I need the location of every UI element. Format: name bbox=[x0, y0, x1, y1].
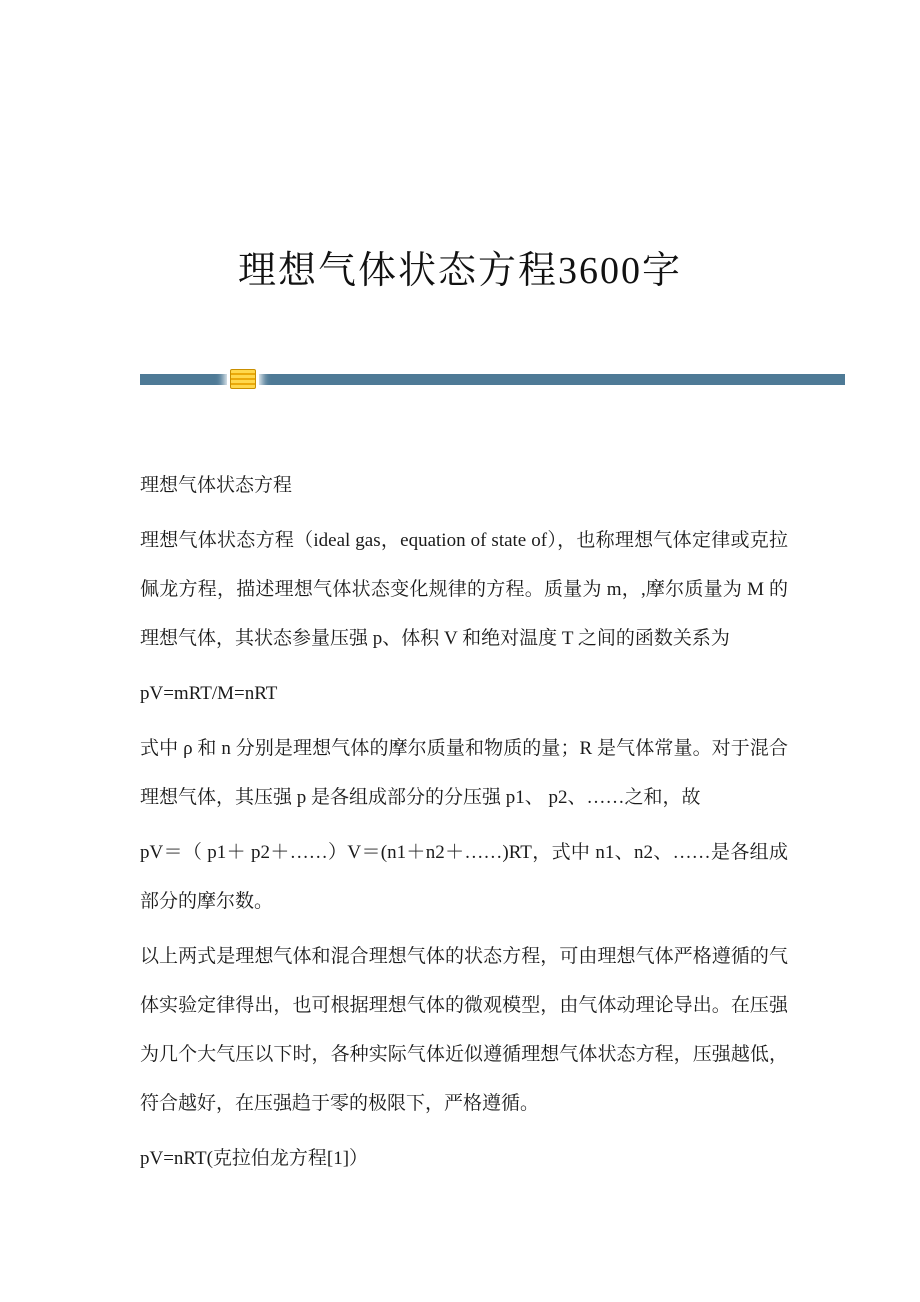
paragraph-definition: 理想气体状态方程（ideal gas，equation of state of），也称理想气体定律或克拉佩龙方程，描述理想气体状态变化规律的方程。质量为 m，,摩尔质量为 M 的理想气体，其状态参量压强 p、体积 V 和绝对温度 T 之间的函数关系为 bbox=[140, 530, 788, 649]
envelope-icon bbox=[230, 369, 256, 389]
formula-line: pV=mRT/M=nRT bbox=[140, 683, 278, 704]
document-title: 理想气体状态方程3600字 bbox=[237, 250, 682, 293]
paragraph-heading: 理想气体状态方程 bbox=[140, 475, 293, 496]
formula-clapeyron: pV=nRT(克拉伯龙方程[1]） bbox=[140, 1148, 369, 1169]
document-body bbox=[140, 461, 788, 1189]
title-divider bbox=[140, 374, 845, 385]
paragraph-derivation: 以上两式是理想气体和混合理想气体的状态方程，可由理想气体严格遵循的气体实验定律得出，也可根据理想气体的微观模型，由气体动理论导出。在压强为几个大气压以下时，各种实际气体近似遵循理想气体状态方程，压强越低，符合越好，在压强趋于零的极限下，严格遵循。 bbox=[140, 946, 788, 1114]
paragraph-explanation: 式中 ρ 和 n 分别是理想气体的摩尔质量和物质的量；R 是气体常量。对于混合理想气体，其压强 p 是各组成部分的分压强 p1、 p2、……之和，故 bbox=[140, 738, 788, 808]
paragraph-mixture-formula: pV＝（ p1＋ p2＋……）V＝(n1＋n2＋……)RT，式中 n1、n2、……是各组成部分的摩尔数。 bbox=[140, 842, 788, 912]
